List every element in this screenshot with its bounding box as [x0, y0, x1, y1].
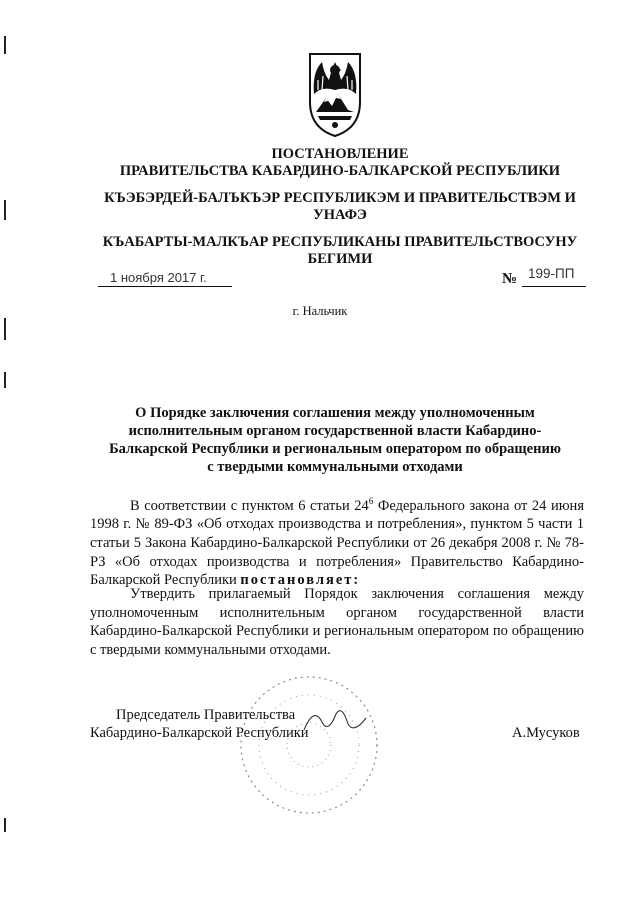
government-name-kab-line2: УНАФЭ	[313, 207, 367, 223]
preamble-text	[90, 492, 584, 590]
resolution-paragraph	[90, 585, 584, 659]
decree-subject-line: О Порядке заключения соглашения между уполномоченным	[135, 405, 535, 421]
decree-subject-line: исполнительным органом государственной власти Кабардино-	[128, 423, 542, 439]
government-name-bal-line1: КЪАБАРТЫ-МАЛКЪАР РЕСПУБЛИКАНЫ ПРАВИТЕЛЬСТВОСУНУ	[102, 234, 578, 250]
issue-city: г. Нальчик	[292, 304, 348, 318]
government-name-kab-line1: КЪЭБЭРДЕЙ-БАЛЪКЪЭР РЕСПУБЛИКЭМ И ПРАВИТЕЛЬСТВЭМ И	[104, 190, 576, 206]
scan-edge-mark	[4, 372, 6, 388]
decree-subject	[90, 404, 580, 476]
number-sign: №	[502, 271, 518, 287]
scan-edge-mark	[4, 818, 6, 832]
preamble-paragraph	[90, 492, 584, 590]
date-underline	[98, 286, 232, 287]
decree-subject-line: с твердыми коммунальными отходами	[207, 459, 463, 475]
decree-keyword: постановляет:	[240, 572, 361, 589]
signatory-position-line2: Кабардино-Балкарской Республики	[90, 725, 309, 741]
document-number: 199-ПП	[528, 266, 575, 281]
signatory-position-line1: Председатель Правительства	[116, 707, 296, 723]
decree-subject-line: Балкарской Республики и региональным оператором по обращению	[109, 441, 561, 457]
document-type-title: ПОСТАНОВЛЕНИЕ	[271, 146, 409, 162]
article-superscript: 6	[368, 496, 374, 506]
official-stamp	[234, 670, 384, 820]
document-date: 1 ноября 2017 г.	[110, 270, 207, 285]
government-name-bal-line2: БЕГИМИ	[307, 251, 373, 267]
government-name-ru: ПРАВИТЕЛЬСТВА КАБАРДИНО-БАЛКАРСКОЙ РЕСПУБЛИКИ	[119, 163, 561, 179]
preamble-text-part1: В соответствии с пунктом 6 статьи 24	[130, 497, 369, 514]
number-underline	[522, 286, 586, 287]
preamble-text-part2: Федерального закона от 24 июня 1998 г. № 89-ФЗ «Об отходах производства и потребления», пунктом 5 части 1 статьи 5 Закона Кабардино-Балкарской Республики от 26 декабря 2008 г. № 78-РЗ «Об отходах производства и потребления» Правительство Кабардино-Балкарской Республики	[90, 497, 584, 589]
scan-edge-mark	[4, 200, 6, 220]
resolution-text: Утвердить прилагаемый Порядок заключения соглашения между уполномоченным исполнительным органом государственной власти Кабардино-Балкарской Республики и региональным оператором по обращению с твердыми коммунальными отходами.	[90, 586, 584, 658]
scan-edge-mark	[4, 318, 6, 340]
scan-edge-mark	[4, 36, 6, 54]
signatory-name: А.Мусуков	[512, 725, 580, 741]
handwritten-signature	[300, 700, 370, 740]
coat-of-arms-emblem	[296, 50, 374, 138]
